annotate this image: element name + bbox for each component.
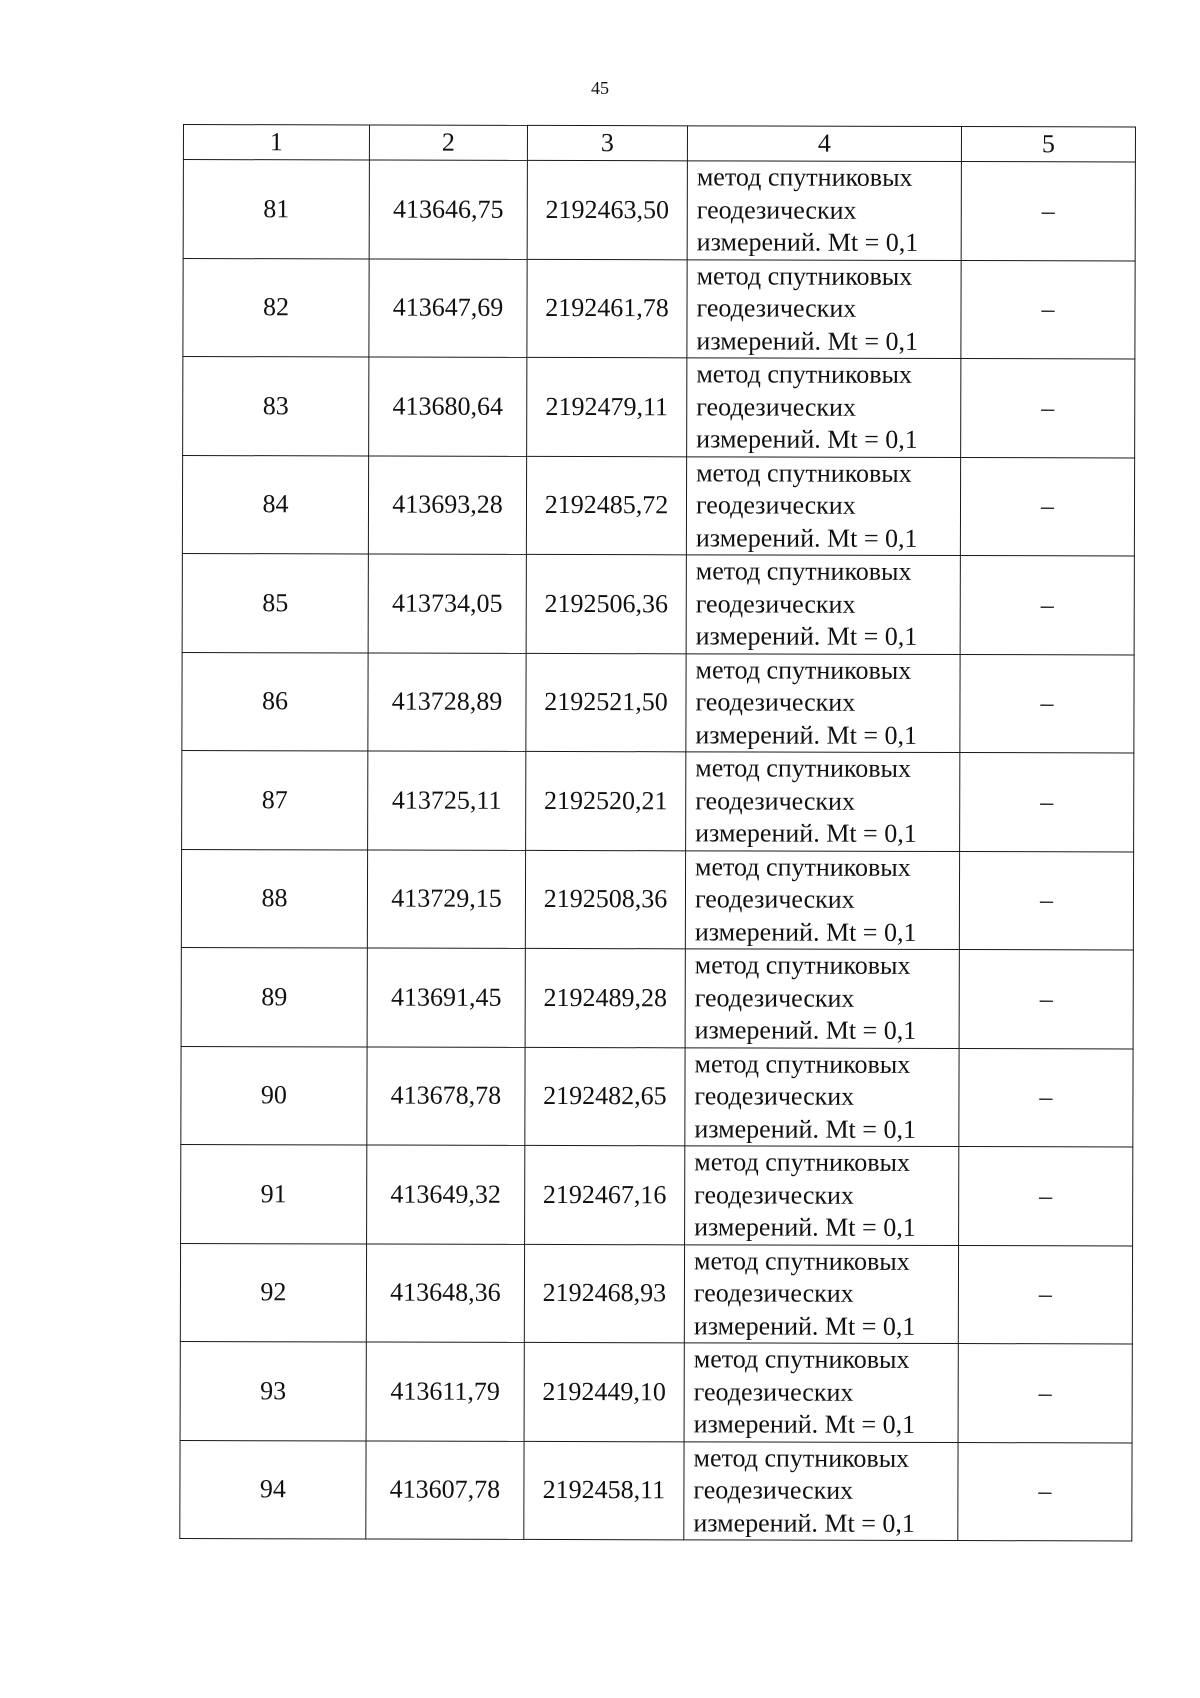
x-coordinate-cell: 413729,15: [367, 849, 525, 948]
point-number-cell: 94: [180, 1440, 366, 1539]
table-row: [182, 455, 1134, 556]
x-coordinate-cell: 413648,36: [366, 1243, 524, 1342]
y-coordinate-cell: 2192467,16: [525, 1145, 685, 1244]
method-cell: [684, 1244, 958, 1343]
method-text-line-1: метод спутниковых: [695, 851, 911, 882]
x-coordinate-cell: 413734,05: [368, 554, 526, 653]
empty-value-cell: –: [958, 1245, 1132, 1344]
empty-value-cell: –: [960, 457, 1134, 556]
y-coordinate-cell: 2192482,65: [525, 1047, 685, 1146]
point-number-cell: 86: [182, 652, 368, 751]
x-coordinate-cell: 413693,28: [368, 455, 526, 554]
method-text-line-1: метод спутниковых: [694, 1048, 911, 1079]
method-text-line-2: геодезических: [694, 1179, 854, 1210]
y-coordinate-cell: 2192468,93: [524, 1244, 684, 1343]
method-cell: [685, 1146, 959, 1245]
empty-value-cell: –: [958, 1442, 1132, 1541]
y-coordinate-cell: 2192506,36: [526, 554, 686, 653]
method-text-line-3: измерений. Mt = 0,1: [694, 916, 917, 947]
method-cell: [687, 161, 961, 260]
empty-value-cell: –: [959, 1147, 1133, 1246]
y-coordinate-cell: 2192485,72: [526, 456, 686, 555]
point-number-cell: 81: [183, 160, 369, 259]
method-text-line-3: измерений. Mt = 0,1: [693, 1409, 916, 1439]
method-text-line-3: измерений. Mt = 0,1: [694, 1212, 916, 1242]
method-cell: [685, 1047, 959, 1146]
column-header-5: 5: [961, 127, 1135, 162]
method-text-line-2: геодезических: [696, 293, 857, 323]
empty-value-cell: –: [961, 359, 1135, 458]
y-coordinate-cell: 2192463,50: [527, 160, 687, 259]
empty-value-cell: –: [958, 1344, 1132, 1443]
method-cell: [684, 1343, 958, 1442]
method-text-line-1: метод спутниковых: [696, 457, 912, 488]
point-number-cell: 82: [183, 258, 369, 357]
method-cell: [685, 850, 959, 949]
empty-value-cell: –: [961, 260, 1135, 359]
point-number-cell: 88: [181, 849, 367, 948]
method-text-line-1: метод спутниковых: [696, 260, 913, 291]
table-row: [181, 1144, 1133, 1245]
x-coordinate-cell: 413678,78: [367, 1046, 525, 1145]
method-text-line-3: измерений. Mt = 0,1: [695, 522, 918, 553]
method-text-line-2: геодезических: [693, 1278, 854, 1308]
empty-value-cell: –: [959, 950, 1133, 1049]
method-text-line-1: метод спутниковых: [693, 1344, 910, 1374]
method-text-line-3: измерений. Mt = 0,1: [695, 621, 918, 651]
column-header-4: 4: [687, 126, 961, 162]
method-text-line-3: измерений. Mt = 0,1: [693, 1310, 916, 1341]
table-row: [182, 750, 1134, 851]
table-row: [181, 947, 1133, 1048]
table-row: [181, 849, 1133, 950]
method-text-line-2: геодезических: [694, 1081, 855, 1111]
table-row: [182, 652, 1134, 753]
empty-value-cell: –: [959, 1048, 1133, 1147]
x-coordinate-cell: 413611,79: [366, 1342, 524, 1441]
x-coordinate-cell: 413646,75: [369, 160, 527, 259]
x-coordinate-cell: 413649,32: [367, 1145, 525, 1244]
x-coordinate-cell: 413691,45: [367, 948, 525, 1047]
table-row: [180, 1243, 1132, 1344]
method-text-line-1: метод спутниковых: [695, 654, 912, 685]
method-text-line-1: метод спутниковых: [695, 753, 912, 783]
coordinates-table: [179, 124, 1136, 1541]
table-row: [180, 1440, 1132, 1541]
point-number-cell: 90: [181, 1046, 367, 1145]
method-text-line-2: геодезических: [695, 687, 856, 717]
column-header-1: 1: [183, 125, 369, 160]
point-number-cell: 93: [180, 1341, 366, 1440]
method-text-line-2: геодезических: [696, 194, 857, 225]
y-coordinate-cell: 2192521,50: [526, 653, 686, 752]
method-text-line-3: измерений. Mt = 0,1: [694, 1015, 917, 1045]
point-number-cell: 83: [183, 357, 369, 456]
point-number-cell: 91: [181, 1144, 367, 1243]
method-text-line-1: метод спутниковых: [693, 1442, 910, 1473]
method-text-line-2: геодезических: [696, 391, 857, 422]
table-row: [183, 258, 1135, 359]
empty-value-cell: –: [960, 654, 1134, 753]
method-text-line-1: метод спутниковых: [696, 359, 913, 389]
method-cell: [686, 555, 960, 654]
method-cell: [686, 752, 960, 851]
x-coordinate-cell: 413728,89: [368, 652, 526, 751]
y-coordinate-cell: 2192458,11: [524, 1441, 684, 1540]
method-text-line-2: геодезических: [693, 1475, 854, 1505]
page-number: 45: [591, 78, 609, 98]
y-coordinate-cell: 2192489,28: [525, 948, 685, 1047]
method-text-line-2: геодезических: [694, 884, 855, 914]
table-row: [183, 357, 1135, 458]
method-text-line-3: измерений. Mt = 0,1: [696, 227, 919, 257]
method-cell: [686, 653, 960, 752]
method-text-line-1: метод спутниковых: [694, 950, 911, 980]
method-cell: [684, 1441, 958, 1540]
method-cell: [685, 949, 959, 1048]
method-text-line-2: геодезических: [695, 785, 856, 816]
method-text-line-3: измерений. Mt = 0,1: [696, 424, 918, 454]
method-text-line-3: измерений. Mt = 0,1: [693, 1507, 915, 1538]
empty-value-cell: –: [959, 851, 1133, 950]
method-text-line-3: измерений. Mt = 0,1: [695, 818, 917, 848]
method-cell: [686, 456, 960, 555]
x-coordinate-cell: 413680,64: [369, 357, 527, 456]
y-coordinate-cell: 2192449,10: [524, 1342, 684, 1441]
method-text-line-2: геодезических: [695, 588, 856, 619]
point-number-cell: 89: [181, 947, 367, 1046]
y-coordinate-cell: 2192520,21: [526, 751, 686, 850]
method-text-line-1: метод спутниковых: [695, 556, 912, 586]
y-coordinate-cell: 2192479,11: [527, 357, 687, 456]
point-number-cell: 92: [180, 1243, 366, 1342]
y-coordinate-cell: 2192508,36: [525, 850, 685, 949]
method-text-line-2: геодезических: [695, 490, 856, 520]
method-cell: [687, 259, 961, 358]
method-cell: [687, 358, 961, 457]
column-header-3: 3: [527, 125, 687, 160]
table-row: [183, 160, 1135, 261]
table-row: [182, 553, 1134, 654]
method-text-line-2: геодезических: [693, 1376, 854, 1407]
empty-value-cell: –: [961, 162, 1135, 261]
method-text-line-1: метод спутниковых: [696, 162, 913, 192]
point-number-cell: 85: [182, 553, 368, 652]
method-text-line-3: измерений. Mt = 0,1: [694, 1113, 917, 1144]
table-header-row: [183, 125, 1135, 162]
table-row: [181, 1046, 1133, 1147]
empty-value-cell: –: [960, 753, 1134, 852]
y-coordinate-cell: 2192461,78: [527, 259, 687, 358]
x-coordinate-cell: 413725,11: [368, 751, 526, 850]
empty-value-cell: –: [960, 556, 1134, 655]
point-number-cell: 87: [182, 750, 368, 849]
method-text-line-3: измерений. Mt = 0,1: [696, 325, 919, 356]
method-text-line-1: метод спутниковых: [694, 1147, 911, 1177]
table-row: [180, 1341, 1132, 1442]
column-header-2: 2: [369, 125, 527, 160]
point-number-cell: 84: [182, 455, 368, 554]
method-text-line-3: измерений. Mt = 0,1: [695, 719, 918, 750]
x-coordinate-cell: 413647,69: [369, 258, 527, 357]
method-text-line-1: метод спутниковых: [693, 1245, 910, 1276]
method-text-line-2: геодезических: [694, 982, 855, 1013]
x-coordinate-cell: 413607,78: [366, 1440, 524, 1539]
